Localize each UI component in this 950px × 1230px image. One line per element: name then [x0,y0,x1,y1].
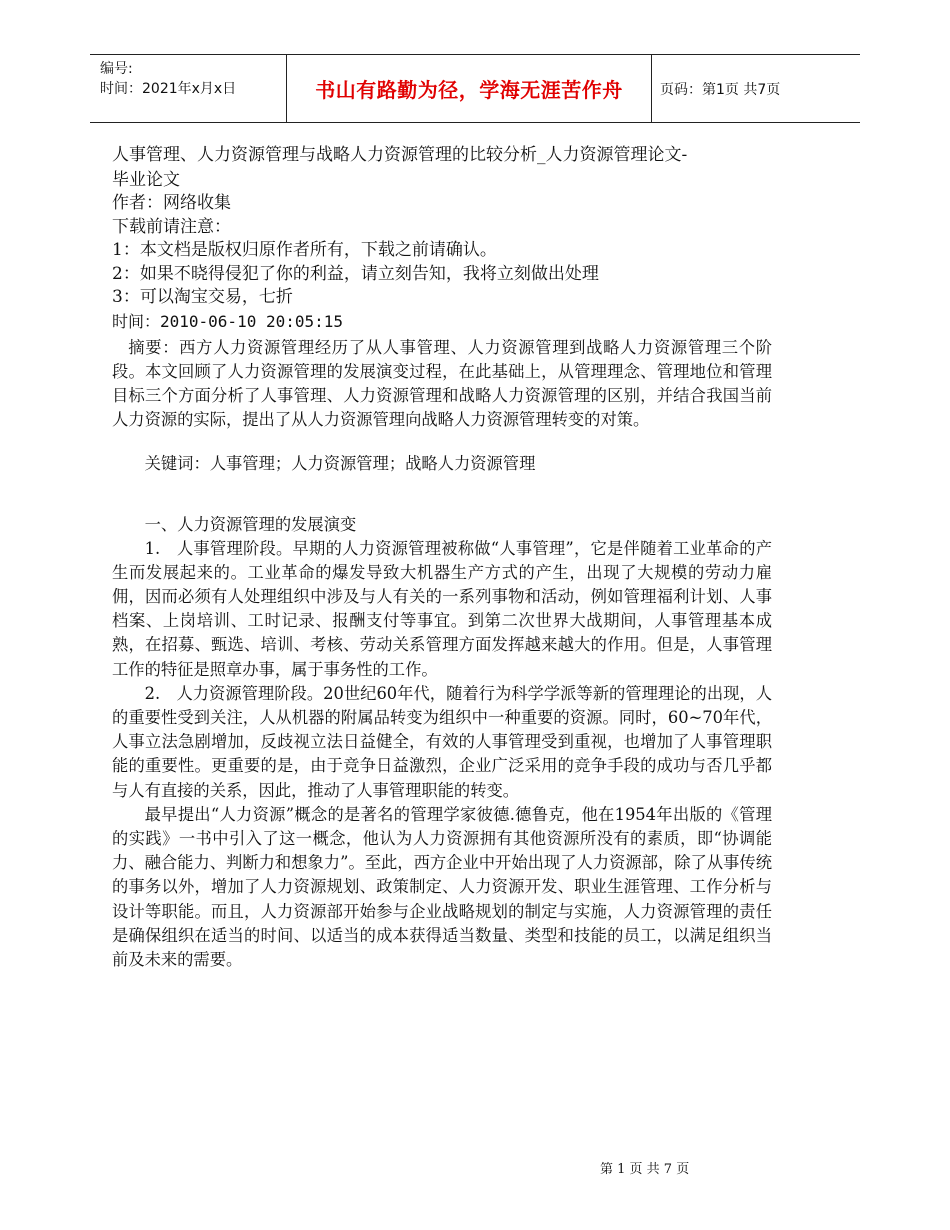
title-line-2: 毕业论文 [112,169,180,190]
number-label: 编号: [100,61,133,77]
page-info-text: 页码：第1页 共7页 [660,81,781,98]
time-label: 时间：2021年x月x日 [100,81,237,97]
notice-item-1: 1：本文档是版权归原作者所有，下载之前请确认。 [112,240,497,260]
notice-title: 下载前请注意： [112,216,231,237]
notice-item-2: 2：如果不晓得侵犯了你的利益，请立刻告知，我将立刻做出处理 [112,263,599,284]
header-motto-cell [286,55,652,122]
page-footer [600,1158,689,1177]
motto-text: 书山有路勤为径，学海无涯苦作舟 [315,78,623,102]
page-header [90,54,860,123]
title-line-1: 人事管理、人力资源管理与战略人力资源管理的比较分析_人力资源管理论文- [112,145,688,165]
section-heading: 一、人力资源管理的发展演变 [144,514,357,534]
keywords-line: 关键词：人事管理；人力资源管理；战略人力资源管理 [144,454,536,474]
header-page-info [660,55,780,122]
notice-item-3: 3：可以淘宝交易，七折 [112,287,293,307]
author-line: 作者：网络收集 [112,193,231,213]
document-body [112,143,772,972]
abstract-paragraph: 摘要：西方人力资源管理经历了从人事管理、人力资源管理到战略人力资源管理三个阶段。本文回顾了人力资源管理的发展演变过程，在此基础上，从管理理念、管理地位和管理目标三个方面分析了人事管理、人力资源管理和战略人力资源管理的区别，并结合我国当前人力资源的实际，提出了从人力资源管理向战略人力资源管理转变的对策。 [112,337,772,430]
body-paragraph-2: 2. 人力资源管理阶段。20世纪60年代，随着行为科学学派等新的管理理论的出现，人的重要性受到关注，人从机器的附属品转变为组织中一种重要的资源。同时，60~70年代，人事立法急剧增加，反歧视立法日益健全，有效的人事管理受到重视，也增加了人事管理职能的重要性。更重要的是，由于竞争日益激烈，企业广泛采用的竞争手段的成功与否几乎都与人有直接的关系，因此，推动了人事管理职能的转变。 [112,683,772,800]
footer-page-number: 第 1 页 共 7 页 [600,1162,690,1177]
publish-time: 时间：2010-06-10 20:05:15 [112,311,344,331]
body-paragraph-1: 1. 人事管理阶段。早期的人力资源管理被称做“人事管理”，它是伴随着工业革命的产生而发展起来的。工业革命的爆发导致大机器生产方式的产生，出现了大规模的劳动力雇佣，因而必须有人处理组织中涉及与人有关的一系列事物和活动，例如管理福利计划、人事档案、上岗培训、工时记录、报酬支付等事宜。到第二次世界大战期间，人事管理基本成熟，在招募、甄选、培训、考核、劳动关系管理方面发挥越来越大的作用。但是，人事管理工作的特征是照章办事，属于事务性的工作。 [112,538,772,679]
header-meta [100,59,236,99]
body-paragraph-3: 最早提出“人力资源”概念的是著名的管理学家彼德.德鲁克，他在1954年出版的《管理的实践》一书中引入了这一概念，他认为人力资源拥有其他资源所没有的素质，即“协调能力、融合能力、判断力和想象力”。至此，西方企业中开始出现了人力资源部，除了从事传统的事务以外，增加了人力资源规划、政策制定、人力资源开发、职业生涯管理、工作分析与设计等职能。而且，人力资源部开始参与企业战略规划的制定与实施，人力资源管理的责任是确保组织在适当的时间、以适当的成本获得适当数量、类型和技能的员工，以满足组织当前及未来的需要。 [112,804,772,969]
